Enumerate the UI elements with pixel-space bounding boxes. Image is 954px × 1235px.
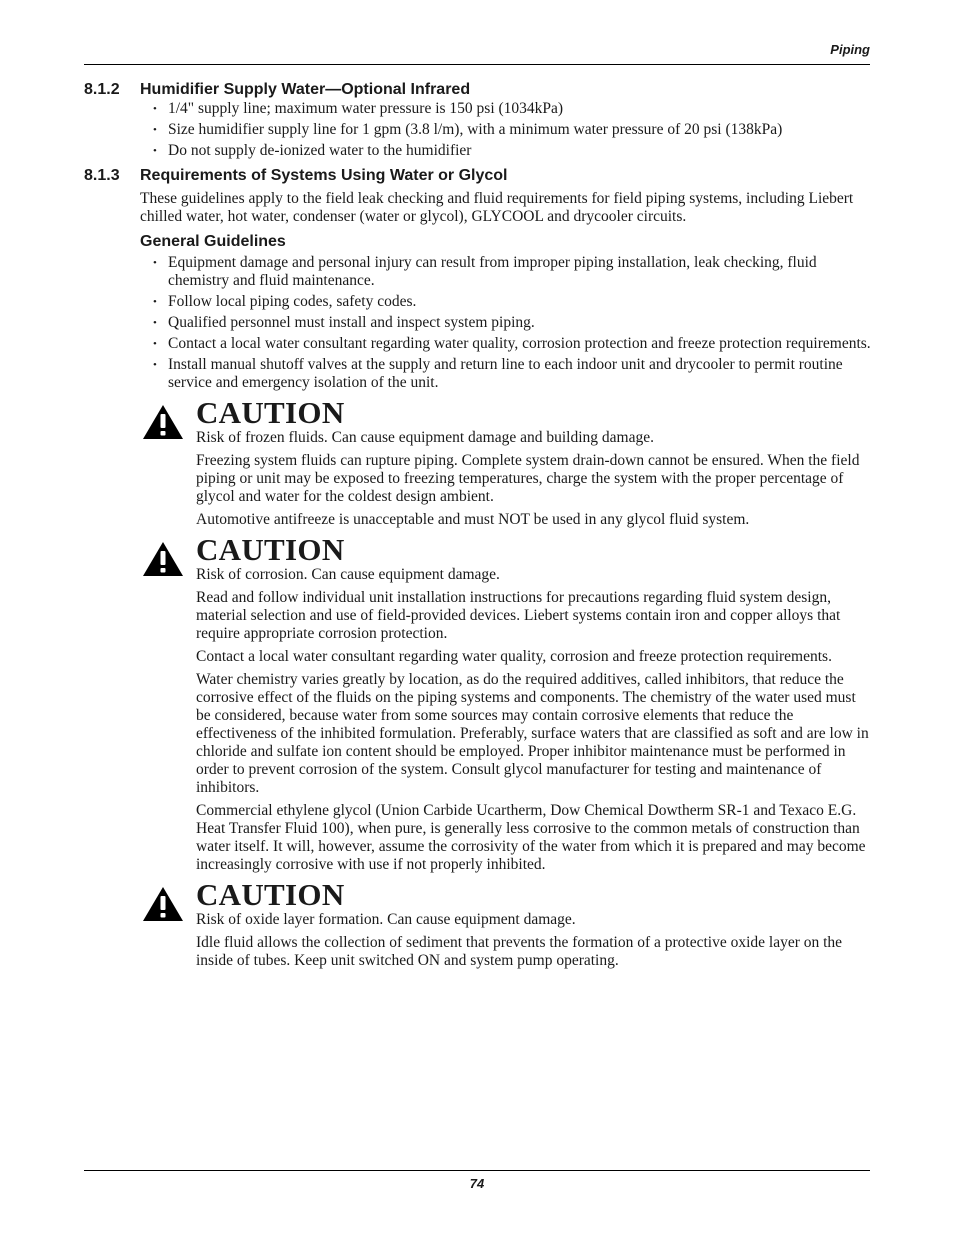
page-number: 74 [469, 1176, 485, 1191]
caution-paragraph: Contact a local water consultant regarding water quality, corrosion and freeze protection requirements. [196, 648, 832, 665]
section-number: 8.1.3 [84, 167, 120, 184]
caution-title: CAUTION [196, 395, 345, 430]
list-item: • Contact a local water consultant regarding water quality, corrosion protection and freeze protection requirements. [168, 335, 872, 353]
warning-triangle-icon [142, 541, 184, 577]
footer-rule [84, 1170, 870, 1171]
caution-block-corrosion [84, 532, 872, 874]
section-title: Requirements of Systems Using Water or Glycol [140, 167, 508, 184]
section-heading-8-1-3 [84, 166, 872, 186]
list-item: • Size humidifier supply line for 1 gpm (3.8 l/m), with a minimum water pressure of 20 psi (138kPa) [168, 121, 872, 139]
list-item: • Do not supply de-ionized water to the humidifier [168, 142, 872, 160]
caution-paragraph: Risk of corrosion. Can cause equipment damage. [196, 566, 500, 583]
list-item: • 1/4" supply line; maximum water pressure is 150 psi (1034kPa) [168, 100, 872, 118]
header-rule [84, 64, 870, 65]
page-content [84, 80, 872, 975]
warning-triangle-icon [142, 886, 184, 922]
humidifier-bullet-list [84, 100, 872, 160]
caution-block-frozen-fluids [84, 395, 872, 529]
general-guidelines-list [84, 254, 872, 392]
caution-paragraph: Commercial ethylene glycol (Union Carbide Ucartherm, Dow Chemical Dowtherm SR-1 and Texaco E.G. Heat Transfer Fluid 100), when pure, is generally less corrosive to the common metals of construction than water itself. It will, however, assume the corrosivity of the water from which it is prepared and may become increasingly corrosive with use if not properly inhibited. [196, 802, 866, 873]
general-guidelines-heading: General Guidelines [140, 233, 286, 250]
section-heading-8-1-2 [84, 80, 872, 100]
caution-paragraph: Idle fluid allows the collection of sediment that prevents the formation of a protective oxide layer on the inside of tubes. Keep unit switched ON and system pump operating. [196, 934, 843, 969]
list-item: • Follow local piping codes, safety codes. [168, 293, 872, 311]
caution-paragraph: Risk of frozen fluids. Can cause equipment damage and building damage. [196, 429, 654, 446]
caution-title: CAUTION [196, 877, 345, 912]
caution-paragraph: Automotive antifreeze is unacceptable and must NOT be used in any glycol fluid system. [196, 511, 750, 528]
caution-paragraph: Risk of oxide layer formation. Can cause equipment damage. [196, 911, 576, 928]
section-intro-paragraph: These guidelines apply to the field leak checking and fluid requirements for field piping systems, including Liebert chilled water, hot water, condenser (water or glycol), GLYCOOL and drycooler circuits. [140, 190, 854, 225]
running-header-section: Piping [830, 42, 870, 57]
caution-paragraph: Freezing system fluids can rupture piping. Complete system drain-down cannot be ensured. When the field piping or unit may be exposed to freezing temperatures, charge the system with the proper percentage of glycol and water for the coldest design ambient. [196, 452, 860, 505]
caution-title: CAUTION [196, 532, 345, 567]
warning-triangle-icon [142, 404, 184, 440]
list-item: • Equipment damage and personal injury can result from improper piping installation, leak checking, fluid chemistry and fluid maintenance. [168, 254, 872, 290]
list-item: • Qualified personnel must install and inspect system piping. [168, 314, 872, 332]
section-title: Humidifier Supply Water—Optional Infrared [140, 81, 471, 98]
caution-block-oxide-layer [84, 877, 872, 970]
caution-paragraph: Read and follow individual unit installation instructions for precautions regarding fluid system design, material selection and use of field-provided devices. Liebert systems contain iron and copper alloys that require appropriate corrosion protection. [196, 589, 841, 642]
caution-paragraph: Water chemistry varies greatly by location, as do the required additives, called inhibitors, that reduce the corrosive effect of the fluids on the piping systems and components. The chemistry of the water used must be considered, because water from some sources may contain corrosive elements that reduce the effectiveness of the inhibited formulation. Preferably, surface waters that are classified as soft and are low in chloride and sulfate ion content should be employed. Proper inhibitor maintenance must be performed in order to prevent corrosion of the system. Consult glycol manufacturer for testing and maintenance of inhibitors. [196, 671, 869, 796]
list-item: • Install manual shutoff valves at the supply and return line to each indoor unit and drycooler to permit routine service and emergency isolation of the unit. [168, 356, 872, 392]
section-number: 8.1.2 [84, 81, 120, 98]
